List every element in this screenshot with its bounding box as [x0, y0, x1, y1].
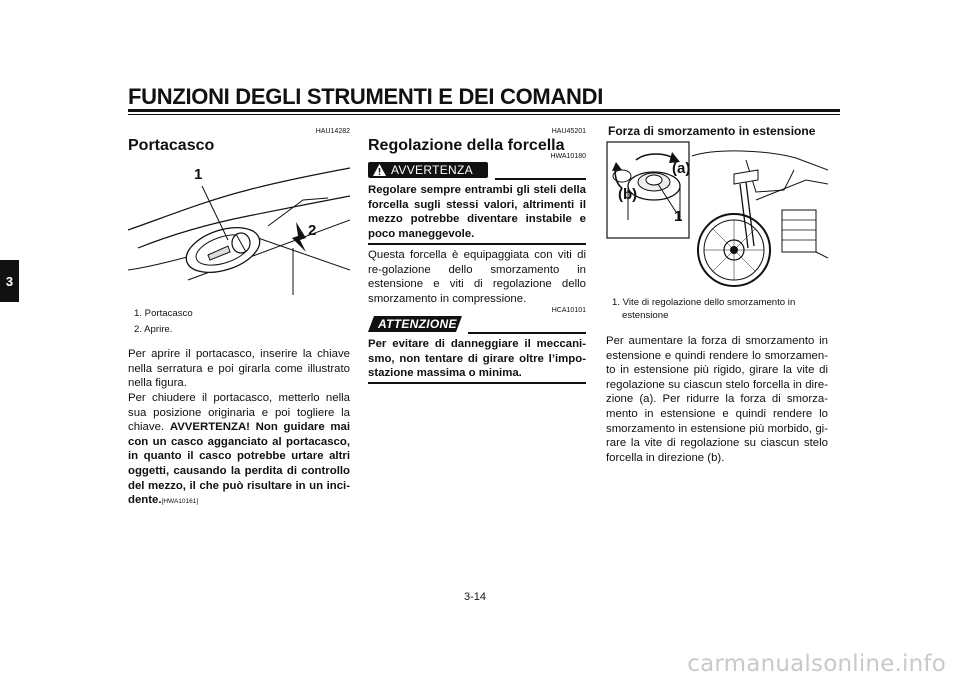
caption-item: 2. Aprire. [134, 324, 173, 335]
caution-code: HCA10101 [551, 307, 586, 314]
paragraph-text: Per chiudere il portacasco, metterlo nella sua posizione originaria e poi togliere la chiave. [128, 392, 350, 434]
chapter-tab: 3 [0, 260, 19, 302]
subsection-title: Forza di smorzamento in estensione [608, 124, 816, 138]
caution-text: Per evitare di danneggiare il meccani-smo, non tentare di girare oltre l’impo-stazione massima o minima. [368, 338, 586, 380]
figure-callout-b: (b) [618, 186, 638, 203]
motorcycle-fork-figure [606, 140, 828, 292]
section-title-portacasco: Portacasco [128, 137, 215, 154]
paragraph-damping: Per aumentare la forza di smorzamento in estensione e quindi rendere lo smorzamen-to in estensione più rigido, girare la vite di regolazione su ciascun stelo forcella in dire-zione (a). Per ridurre la forza di smorza-mento in estensione e quindi rendere lo smorzamento in estensione più morbido, gi-rare la vite di regolazione su ciascun stelo forcella in direzione (b). [606, 335, 828, 464]
header-rule [128, 109, 840, 112]
warning-code: [HWA10161] [161, 498, 199, 506]
warning-label-box [368, 162, 488, 178]
page-header-title: FUNZIONI DEGLI STRUMENTI E DEI COMANDI [128, 84, 604, 109]
caution-rule [468, 332, 586, 334]
paragraph-open-holder: Per aprire il portacasco, inserire la chiave nella serratura e poi girarla come illustrato nella figura. [128, 348, 350, 390]
warning-rule [495, 178, 586, 180]
header-rule-thin [128, 114, 840, 115]
caption-item: 1. Vite di regolazione dello smorzamento in estensione [612, 297, 796, 321]
warning-rule [368, 243, 586, 245]
caution-rule [368, 382, 586, 384]
paragraph-fork: Questa forcella è equipaggiata con viti di re-golazione dello smorzamento in estensione e viti di regolazione dello smorzamento in compressione. [368, 249, 586, 305]
figure-callout-1: 1 [194, 166, 203, 183]
page-number: 3-14 [464, 591, 487, 603]
warning-code: HWA10180 [550, 153, 586, 160]
watermark: carmanualsonline.info [687, 651, 946, 677]
helmet-holder-figure [128, 160, 350, 303]
section-title-forcella: Regolazione della forcella [368, 137, 565, 154]
caption-item: 1. Portacasco [134, 308, 193, 319]
figure-callout-2: 2 [308, 222, 317, 239]
caution-label-box [368, 316, 462, 332]
warning-label: AVVERTENZA [391, 163, 473, 177]
figure-callout-a: (a) [672, 160, 691, 177]
section-code: HAU45201 [551, 128, 586, 135]
section-code: HAU14282 [315, 128, 350, 135]
figure-callout-1: 1 [674, 208, 683, 225]
caution-label: ATTENZIONE [378, 317, 457, 331]
paragraph-close-holder [128, 391, 350, 510]
warning-triangle-icon [372, 163, 387, 177]
warning-text: Regolare sempre entrambi gli steli della forcella sugli stessi valori, altrimenti il mezzo potrebbe diventare instabile e poco maneggevole. [368, 184, 586, 240]
warning-inline: AVVERTENZA! Non guidare mai con un casco agganciato al portacasco, in quanto il casco potrebbe urtare altri oggetti, causando la perdita di controllo del mezzo, il che può risultare in un inci-dente. [128, 421, 351, 507]
